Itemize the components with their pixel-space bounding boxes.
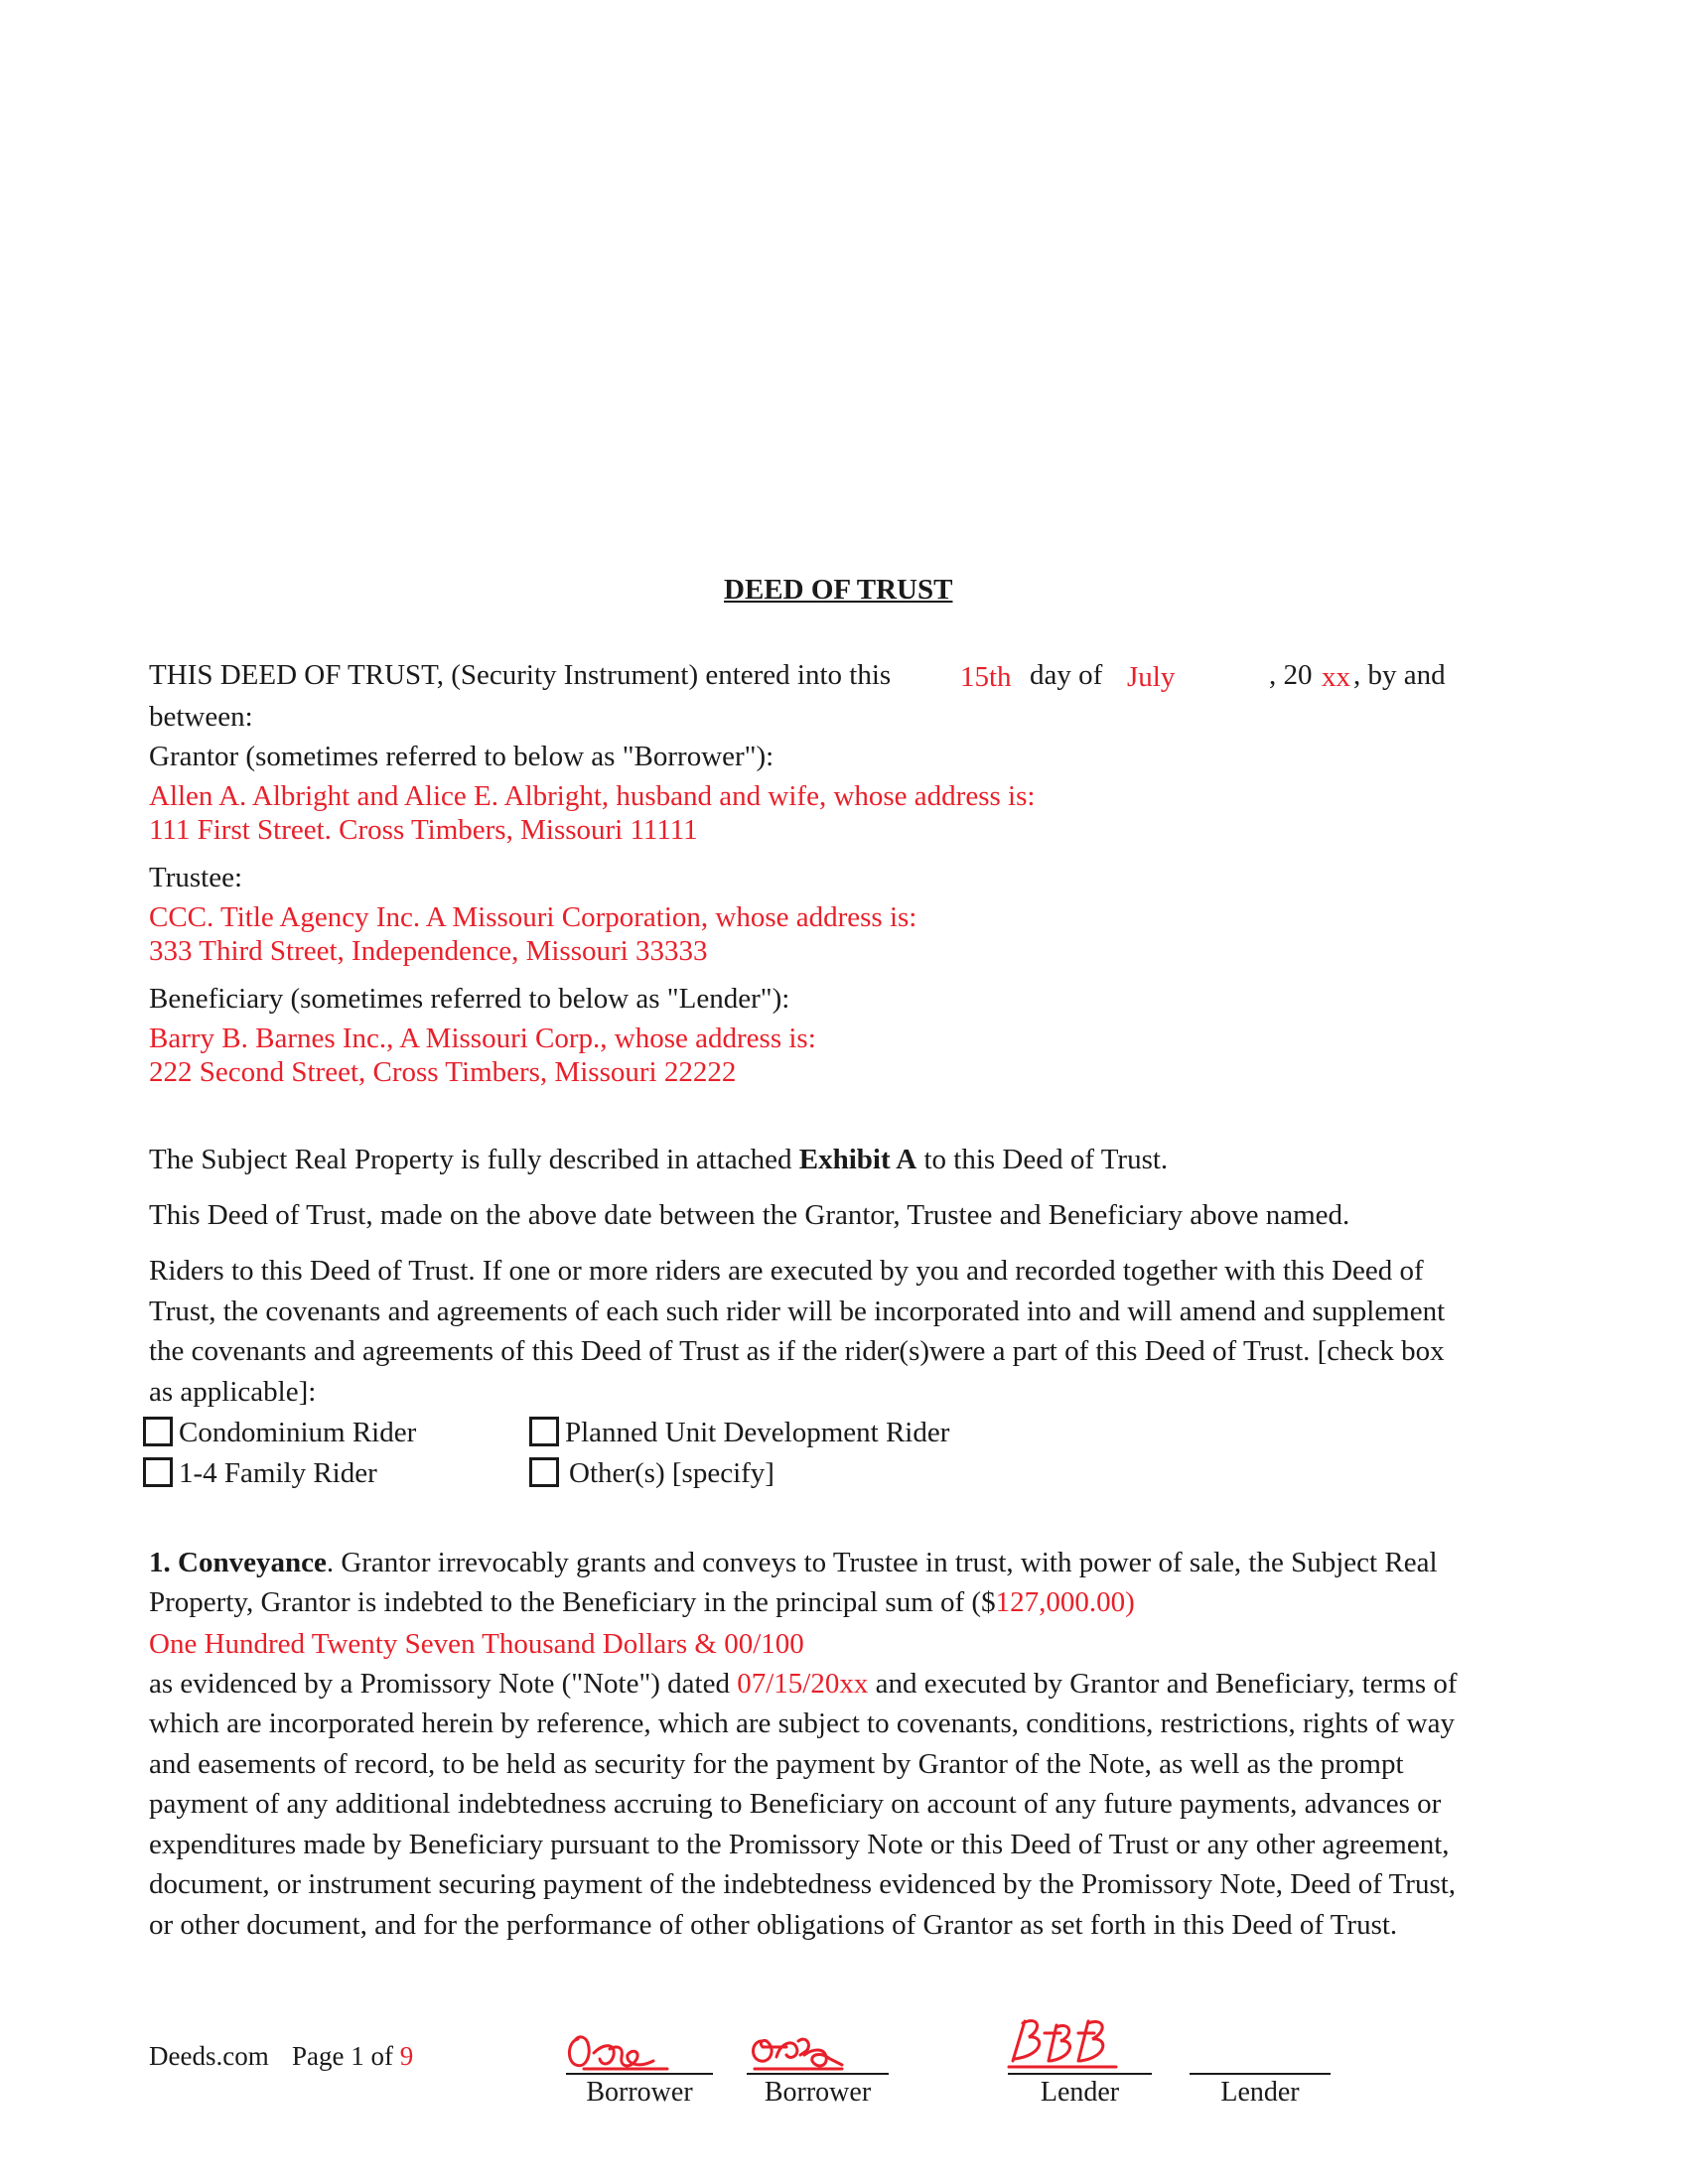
conveyance-line: or other document, and for the performance of other obligations of Grantor as set forth in this Deed of Trust. xyxy=(149,1908,1398,1941)
riders-paragraph xyxy=(149,1251,1539,1412)
borrower-label-2: Borrower xyxy=(764,2077,872,2108)
document-title: DEED OF TRUST xyxy=(724,574,953,606)
lender-label-2: Lender xyxy=(1220,2077,1300,2108)
intro-year-prefix: , 20 xyxy=(1269,659,1313,691)
conveyance-line-1: 1. Conveyance. Grantor irrevocably grants and conveys to Trustee in trust, with power of sale, the Subject Real xyxy=(149,1547,1438,1578)
footer-page-total: 9 xyxy=(399,2041,414,2071)
subject-property-line: The Subject Real Property is fully described in attached Exhibit A to this Deed of Trust. xyxy=(149,1144,1169,1175)
beneficiary-address: 222 Second Street, Cross Timbers, Missouri 22222 xyxy=(149,1056,737,1088)
grantor-address: 111 First Street. Cross Timbers, Missouri 11111 xyxy=(149,814,698,846)
other-rider-label: Other(s) [specify] xyxy=(569,1457,774,1489)
lender-label-1: Lender xyxy=(1040,2077,1120,2108)
family-rider-checkbox[interactable] xyxy=(143,1457,173,1487)
conveyance-paragraph xyxy=(149,1704,1539,1945)
trustee-name: CCC. Title Agency Inc. A Missouri Corporation, whose address is: xyxy=(149,901,917,933)
borrower-signature-line-1 xyxy=(566,2073,713,2075)
note-date: 07/15/20xx xyxy=(737,1668,869,1700)
intro-tail: , by and xyxy=(1353,659,1446,691)
borrower-signature-1 xyxy=(564,2025,673,2075)
lender-signature-1 xyxy=(1005,2011,1124,2075)
principal-amount-words: One Hundred Twenty Seven Thousand Dollars & 00/100 xyxy=(149,1628,804,1660)
beneficiary-label: Beneficiary (sometimes referred to below as "Lender"): xyxy=(149,983,790,1015)
exhibit-a-ref: Exhibit A xyxy=(798,1144,917,1175)
trustee-address: 333 Third Street, Independence, Missouri 33333 xyxy=(149,935,708,967)
borrower-signature-line-2 xyxy=(747,2073,889,2075)
intro-day-of: day of xyxy=(1030,659,1103,691)
principal-amount: 127,000.00) xyxy=(995,1586,1135,1618)
pud-rider-checkbox[interactable] xyxy=(529,1417,559,1446)
pud-rider-label: Planned Unit Development Rider xyxy=(565,1417,950,1448)
intro-month: July xyxy=(1127,661,1176,693)
condominium-rider-label: Condominium Rider xyxy=(179,1417,417,1448)
trustee-label: Trustee: xyxy=(149,862,242,893)
made-on-line: This Deed of Trust, made on the above date between the Grantor, Trustee and Beneficiary above named. xyxy=(149,1199,1350,1231)
footer-site: Deeds.com xyxy=(149,2041,269,2071)
riders-line: Trust, the covenants and agreements of each such rider will be incorporated into and will amend and supplement xyxy=(149,1295,1446,1327)
intro-day: 15th xyxy=(960,661,1012,693)
intro-line2: between: xyxy=(149,701,253,733)
riders-line: the covenants and agreements of this Deed of Trust as if the rider(s)were a part of this Deed of Trust. [check box xyxy=(149,1335,1445,1367)
conveyance-line: and easements of record, to be held as security for the payment by Grantor of the Note, as well as the prompt xyxy=(149,1747,1404,1780)
intro-prefix: THIS DEED OF TRUST, (Security Instrument) entered into this xyxy=(149,659,892,691)
lender-signature-line-1 xyxy=(1008,2073,1152,2075)
conveyance-heading: 1. Conveyance xyxy=(149,1547,327,1578)
conveyance-line: payment of any additional indebtedness accruing to Beneficiary on account of any future payments, advances or xyxy=(149,1788,1442,1820)
footer-page-number: Page 1 of 9 xyxy=(292,2041,414,2071)
borrower-signature-2 xyxy=(747,2025,856,2075)
conveyance-line-2: Property, Grantor is indebted to the Beneficiary in the principal sum of ($127,000.00) xyxy=(149,1586,1135,1618)
conveyance-line-4: as evidenced by a Promissory Note ("Note") dated 07/15/20xx and executed by Grantor and Beneficiary, terms of xyxy=(149,1668,1458,1700)
beneficiary-name: Barry B. Barnes Inc., A Missouri Corp., whose address is: xyxy=(149,1023,816,1054)
riders-line: as applicable]: xyxy=(149,1375,317,1408)
grantor-label: Grantor (sometimes referred to below as "Borrower"): xyxy=(149,741,774,772)
condominium-rider-checkbox[interactable] xyxy=(143,1417,173,1446)
conveyance-line: document, or instrument securing payment of the indebtedness evidenced by the Promissory Note, Deed of Trust, xyxy=(149,1868,1457,1900)
lender-signature-line-2 xyxy=(1190,2073,1331,2075)
family-rider-label: 1-4 Family Rider xyxy=(179,1457,377,1489)
other-rider-checkbox[interactable] xyxy=(529,1457,559,1487)
conveyance-line: which are incorporated herein by reference, which are subject to covenants, conditions, restrictions, rights of way xyxy=(149,1707,1455,1739)
grantor-name: Allen A. Albright and Alice E. Albright, husband and wife, whose address is: xyxy=(149,780,1036,812)
borrower-label-1: Borrower xyxy=(586,2077,693,2108)
conveyance-line: expenditures made by Beneficiary pursuant to the Promissory Note or this Deed of Trust or any other agreement, xyxy=(149,1828,1450,1860)
riders-line: Riders to this Deed of Trust. If one or more riders are executed by you and recorded together with this Deed of xyxy=(149,1255,1424,1287)
intro-year-suffix: xx xyxy=(1322,661,1350,693)
